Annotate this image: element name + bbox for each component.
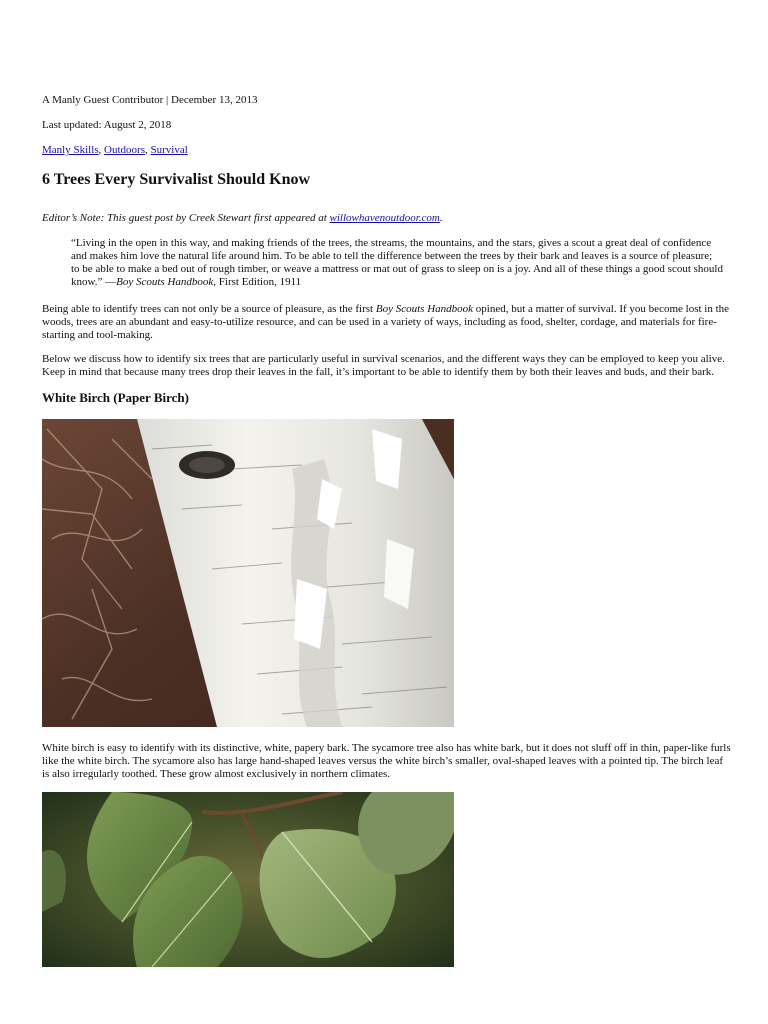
white-birch-description: White birch is easy to identify with its distinctive, white, papery bark. The sycamore tree also has white bark, but it does not sluff off in thin, paper-like furls like the white birch. The sycamore also has large hand-shaped leaves versus the white birch’s smaller, oval-shaped leaves with a pointed tip. The birch leaf is also irregularly toothed. These grow almost exclusively in northern climates. [42,742,731,780]
category-link-survival[interactable]: Survival [150,144,188,156]
intro-paragraph-book-title: Boy Scouts Handbook [375,303,474,315]
category-link-outdoors[interactable]: Outdoors [104,144,145,156]
category-link-manly-skills[interactable]: Manly Skills [42,144,99,156]
editor-note-suffix: . [439,212,443,224]
quote-source: Boy Scouts Handbook [116,276,214,288]
last-updated: Last updated: August 2, 2018 [42,119,172,131]
intro-paragraph-text: Being able to identify trees can not only be a source of pleasure, as the first [42,303,376,315]
birch-bark-photo [42,419,454,727]
article [42,93,732,967]
intro-paragraph [42,303,732,342]
editor-note-source-link[interactable]: willowhavenoutdoor.com [329,212,440,224]
category-separator: , [145,144,151,156]
quote-text: “Living in the open in this way, and making friends of the trees, the streams, the mountains, and the stars, gives a scout a great deal of confidence and makes him love the natural life around him. To be able to tell the difference between the trees by their bark and leaves is a source of pleasure; to be able to make a bed out of rough timber, or weave a mattress or mat out of grass to sleep on is a joy. And all of these things a good scout should know.” — [71,237,723,288]
editor-note-prefix: Editor’s Note: This guest post by Creek Stewart first appeared at [42,212,330,224]
category-links [42,143,732,157]
overview-paragraph: Below we discuss how to identify six trees that are particularly useful in survival scenarios, and the different ways they can be employed to keep you alive. Keep in mind that because many trees drop their leaves in the fall, it’s important to be able to identify them by both their leaves and buds, and their bark. [42,353,725,378]
intro-paragraph-text-end: opined, but a matter of survival. If you become lost in the woods, trees are an abundant and easy-to-utilize resource, and can be used in a variety of ways, including as food, shelter, cordage, and materials for fire-starting and tool-making. [42,303,730,341]
quote-edition: , First Edition, 1911 [213,276,302,288]
section-heading-white-birch: White Birch (Paper Birch) [42,390,189,405]
category-separator: , [98,144,105,156]
byline: A Manly Guest Contributor | December 13, 2013 [42,94,258,106]
scout-handbook-quote [71,237,723,289]
birch-leaves-photo [42,792,454,967]
editor-note [42,212,732,225]
article-title: 6 Trees Every Survivalist Should Know [42,171,311,188]
